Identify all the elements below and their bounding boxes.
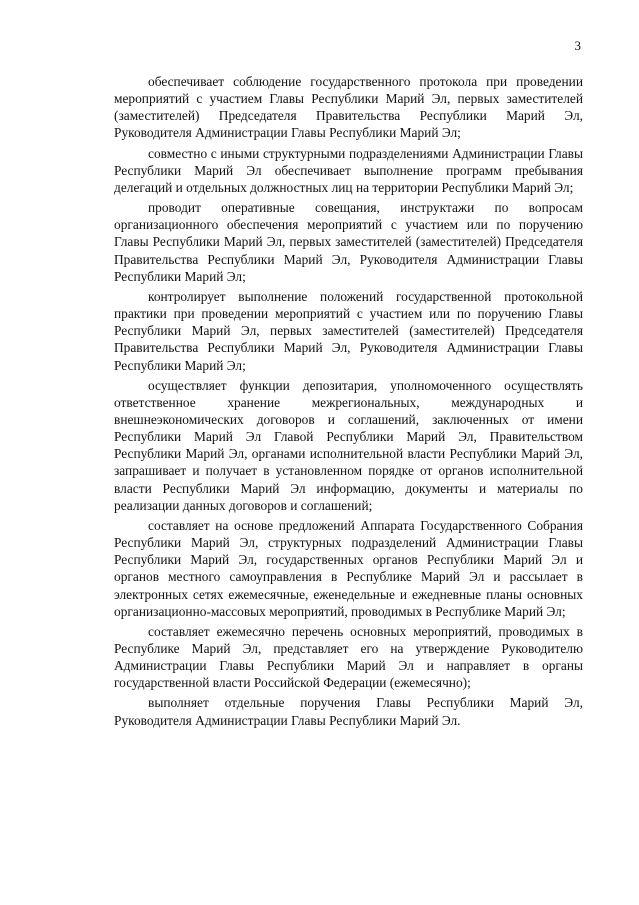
paragraph-plans: составляет на основе предложений Аппарата Государственного Собрания Республики Марий Эл, структурных подразделений Администрации Главы Республики Марий Эл, государственных органов Республики Марий Эл и органов местного самоуправления в Республике Марий Эл и рассылает в электронных сетях ежемесячные, еженедельные и ежедневные планы основных организационно-массовых мероприятий, проводимых в Республике Марий Эл;: [114, 517, 583, 619]
paragraph-control: контролирует выполнение положений государственной протокольной практики при проведении мероприятий с участием или по поручению Главы Республики Марий Эл, первых заместителей (заместителей) Председателя Правительства Республики Марий Эл, Руководителя Администрации Главы Республики Марий Эл;: [114, 288, 583, 373]
paragraph-protocol: обеспечивает соблюдение государственного протокола при проведении мероприятий с участием Главы Республики Марий Эл, первых заместителей (заместителей) Председателя Правительства Республики Марий Эл, Руководителя Администрации Главы Республики Марий Эл;: [114, 74, 583, 141]
paragraph-assignments: выполняет отдельные поручения Главы Республики Марий Эл, Руководителя Администрации Главы Республики Марий Эл.: [114, 695, 583, 728]
paragraph-depositary: осуществляет функции депозитария, уполномоченного осуществлять ответственное хранение межрегиональных, международных и внешнеэкономических договоров и соглашений, заключенных от имени Республики Марий Эл Главой Республики Марий Эл, Правительством Республики Марий Эл, органами исполнительной власти Республики Марий Эл, запрашивает и получает в установленном порядке от органов исполнительной власти Республики Марий Эл информацию, документы и материалы по реализации данных договоров и соглашений;: [114, 377, 583, 513]
paragraph-meetings: проводит оперативные совещания, инструктажи по вопросам организационного обеспечения мероприятий с участием или по поручению Главы Республики Марий Эл, первых заместителей (заместителей) Председателя Правительства Республики Марий Эл, Руководителя Администрации Главы Республики Марий Эл;: [114, 200, 583, 284]
body-text: [114, 73, 583, 732]
paragraph-monthly-list: составляет ежемесячно перечень основных мероприятий, проводимых в Республике Марий Эл, представляет его на утверждение Руководителю Администрации Главы Республики Марий Эл и направляет в органы государственной власти Российской Федерации (ежемесячно);: [114, 623, 583, 691]
paragraph-delegations: совместно с иными структурными подразделениями Администрации Главы Республики Марий Эл обеспечивает выполнение программ пребывания делегаций и отдельных должностных лиц на территории Республики Марий Эл;: [114, 145, 583, 195]
page-number: 3: [574, 38, 581, 53]
